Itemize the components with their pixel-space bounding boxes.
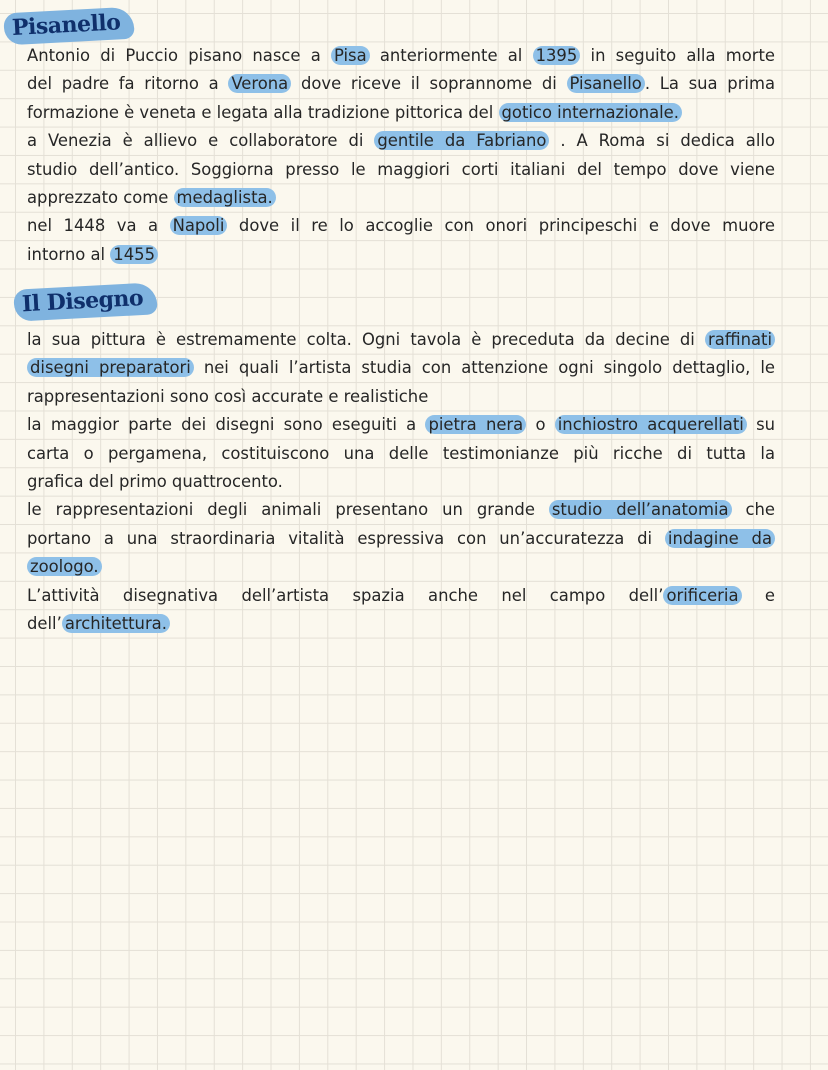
text-segment: carta o pergamena, costituiscono una delle testimonianze più ricche di tutta la: [27, 443, 775, 463]
text-segment: dell’: [27, 613, 62, 633]
text-segment: formazione è veneta e legata alla tradizione pittorica del: [27, 102, 499, 122]
text-segment: la maggior parte dei disegni sono eseguiti a: [27, 415, 426, 435]
text-segment: che: [731, 500, 775, 520]
text-segment: su: [746, 415, 775, 435]
text-line: [27, 496, 775, 524]
text-segment: apprezzato come: [27, 187, 174, 207]
text-line: [27, 440, 775, 468]
text-segment: a Venezia è allievo e collaboratore di: [27, 131, 375, 151]
text-line: [27, 241, 775, 269]
text-segment: dove riceve il soprannome di: [291, 74, 567, 94]
text-segment: le rappresentazioni degli animali presentano un grande: [27, 500, 549, 520]
text-line: [27, 184, 775, 212]
text-segment: la sua pittura è estremamente colta. Ogni tavola è preceduta da decine di: [27, 330, 705, 349]
text-segment: del padre fa ritorno a: [27, 74, 229, 94]
text-line: [27, 42, 775, 70]
text-line: [27, 525, 775, 553]
highlighted-term: 1395: [533, 46, 581, 65]
text-line: [27, 156, 775, 184]
highlighted-term: Napoli: [170, 216, 228, 235]
text-segment: in seguito alla morte: [580, 46, 775, 65]
section-title-pisanello: Pisanello: [3, 7, 135, 46]
text-segment: grafica del primo quattrocento.: [27, 471, 283, 491]
text-segment: nei quali l’artista studia con attenzione ogni singolo dettaglio, le: [193, 358, 775, 378]
highlighted-term: inchiostro acquerellati: [555, 415, 747, 434]
highlighted-term: indagine da: [665, 529, 775, 548]
highlighted-term: disegni preparatori: [27, 358, 194, 377]
text-line: [27, 212, 775, 240]
text-segment: portano a una straordinaria vitalità espressiva con un’accuratezza di: [27, 528, 665, 548]
text-line: [27, 582, 775, 610]
text-segment: . A Roma si dedica allo: [549, 131, 775, 151]
text-segment: rappresentazioni sono così accurate e realistiche: [27, 386, 429, 406]
highlighted-term: Pisa: [331, 46, 370, 65]
highlighted-term: orificeria: [663, 586, 741, 605]
text-line: [27, 468, 775, 496]
highlighted-term: raffinati: [705, 330, 775, 349]
text-segment: . La sua prima: [644, 74, 775, 94]
text-segment: dove il re lo accoglie con onori principeschi e dove muore: [227, 216, 775, 236]
section-body-biography: [27, 42, 775, 269]
text-line: [27, 354, 775, 382]
highlighted-term: architettura.: [62, 614, 170, 633]
section-title-il-disegno: Il Disegno: [13, 282, 158, 321]
text-line: [27, 553, 775, 581]
highlighted-term: Verona: [228, 74, 291, 93]
highlighted-term: 1455: [110, 245, 158, 264]
text-segment: e: [741, 585, 775, 605]
text-line: [27, 70, 775, 98]
text-segment: L’attività disegnativa dell’artista spazia anche nel campo dell’: [27, 585, 664, 605]
text-line: [27, 99, 775, 127]
highlighted-term: gotico internazionale.: [499, 103, 682, 122]
text-segment: anteriormente al: [369, 46, 533, 65]
text-line: [27, 326, 775, 354]
text-line: [27, 411, 775, 439]
text-segment: Antonio di Puccio pisano nasce a: [27, 46, 331, 65]
text-line: [27, 610, 775, 638]
highlighted-term: zoologo.: [27, 557, 102, 576]
highlighted-term: gentile da Fabriano: [374, 131, 549, 150]
highlighted-term: Pisanello: [567, 74, 645, 93]
highlighted-term: medaglista.: [174, 188, 276, 207]
text-segment: o: [526, 415, 555, 435]
text-line: [27, 383, 775, 411]
text-line: [27, 127, 775, 155]
text-segment: nel 1448 va a: [27, 216, 170, 236]
text-segment: studio dell’antico. Soggiorna presso le maggiori corti italiani del tempo dove viene: [27, 159, 775, 179]
section-body-drawing: [27, 326, 775, 638]
text-segment: intorno al: [27, 244, 111, 264]
highlighted-term: studio dell’anatomia: [549, 500, 732, 519]
highlighted-term: pietra nera: [425, 415, 526, 434]
